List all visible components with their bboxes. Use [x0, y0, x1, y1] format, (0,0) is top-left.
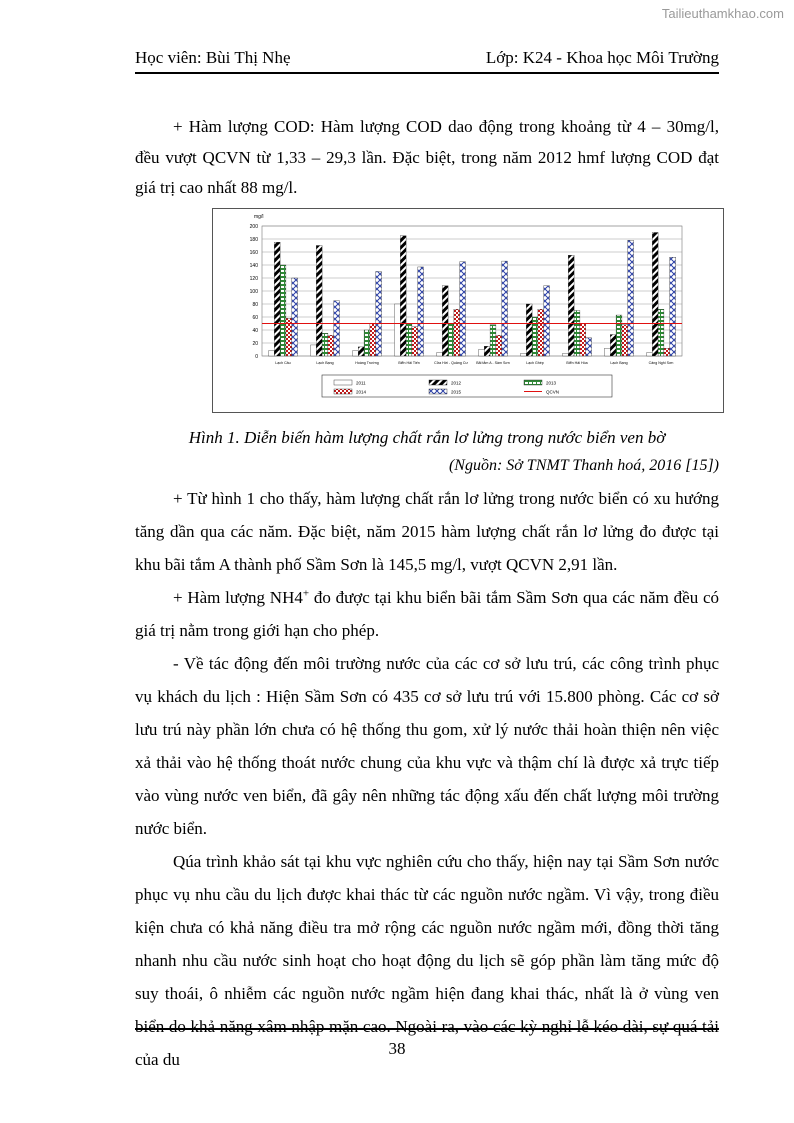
bar-2013 [364, 330, 370, 356]
paragraph-trend: + Từ hình 1 cho thấy, hàm lượng chất rắn lơ lửng trong nước biển có xu hướng tăng dần qua các năm. Đặc biệt, năm 2015 hàm lượng chất rắn lơ lửng đo được tại khu bãi tắm A thành phố Sầm Sơn là 145,5 mg/l, vượt QCVN 2,91 lần. [135, 489, 719, 574]
bar-2011 [311, 345, 317, 356]
y-tick-label: 80 [252, 302, 258, 308]
y-tick-label: 20 [252, 341, 258, 347]
bar-2011 [353, 351, 359, 356]
bar-2011 [437, 353, 443, 356]
y-tick-label: 40 [252, 328, 258, 334]
legend-label: QCVN [546, 389, 560, 395]
header-class: Lớp: K24 - Khoa học Môi Trường [485, 48, 719, 67]
x-tick-label: Cảng Nghi Sơn [648, 361, 674, 365]
y-tick-label: 120 [249, 276, 258, 282]
y-tick-label: 180 [249, 237, 258, 243]
bar-2012 [358, 347, 364, 356]
page-number: 38 [388, 1039, 406, 1058]
bar-2011 [395, 304, 401, 356]
x-tick-label: Lạch Bạng [316, 361, 334, 365]
legend-swatch-2013 [524, 380, 542, 385]
bar-2014 [580, 324, 586, 357]
bar-2012 [568, 255, 574, 356]
y-tick-label: 0 [255, 354, 258, 360]
x-tick-label: Lạch Ghép [526, 361, 544, 365]
bar-2014 [454, 309, 460, 356]
x-tick-label: Biển Hải Hòa [566, 361, 588, 365]
bar-2012 [526, 304, 532, 356]
x-tick-label: Bãi tắm A - Sầm Sơn [476, 361, 510, 365]
bar-2012 [610, 335, 616, 356]
legend-swatch-2015 [429, 389, 447, 394]
figure-source: (Nguồn: Sở TNMT Thanh hoá, 2016 [15]) [448, 457, 719, 474]
bar-2013 [574, 311, 580, 357]
bar-2013 [532, 317, 538, 356]
bar-2014 [286, 318, 292, 356]
y-tick-label: 140 [249, 263, 258, 269]
bar-2012 [316, 246, 322, 357]
bar-2013 [406, 324, 412, 357]
y-tick-label: 160 [249, 250, 258, 256]
legend-label: 2013 [546, 380, 557, 386]
x-tick-label: Cửa Hới - Quảng Cư [434, 361, 468, 365]
bar-2015 [586, 338, 592, 356]
watermark: Tailieuthamkhao.com [661, 6, 784, 21]
bar-2015 [292, 278, 298, 356]
bar-2015 [418, 267, 424, 356]
x-tick-label: Lạch Câu [275, 361, 291, 365]
x-tick-label: Hoàng Trường [355, 361, 379, 365]
footer-rule [135, 1028, 719, 1030]
legend-swatch-2014 [334, 389, 352, 394]
bar-2012 [442, 286, 448, 356]
y-tick-label: 200 [249, 224, 258, 230]
bar-2012 [652, 233, 658, 357]
bar-2015 [460, 262, 466, 356]
y-tick-label: 60 [252, 315, 258, 321]
legend-label: 2014 [356, 389, 367, 395]
bar-2011 [479, 350, 485, 357]
bar-2011 [521, 353, 527, 356]
bar-2011 [647, 353, 653, 356]
bar-2012 [274, 242, 280, 356]
bar-2014 [328, 335, 334, 356]
bar-2013 [616, 315, 622, 356]
legend-swatch-2011 [334, 380, 352, 385]
legend-swatch-2012 [429, 380, 447, 385]
paragraph-nh4 [135, 581, 719, 647]
bar-2015 [628, 240, 634, 356]
bar-2015 [376, 272, 382, 357]
paragraph-accommodation: - Về tác động đến môi trường nước của các cơ sở lưu trú, các công trình phục vụ khách du lịch : Hiện Sầm Sơn có 435 cơ sở lưu trú với 15.800 phòng. Các cơ sở lưu trú này phần lớn chưa có hệ thống thu gom, xử lý nước thải hoàn thiện nên việc xả thải vào hệ thống thoát nước chung của khu vực và thậm chí là được xả trực tiếp vào vùng nước ven biển, đã gây nên những tác động xấu đến chất lượng môi trường nước biển. [135, 654, 719, 838]
bar-2013 [490, 325, 496, 356]
y-axis-label: mg/l [254, 214, 264, 220]
bar-2014 [622, 325, 628, 356]
bar-2014 [370, 324, 376, 357]
legend [322, 375, 612, 397]
bar-2015 [334, 301, 340, 356]
x-tick-label: Lạch Bạng [610, 361, 628, 365]
nh4-sup: + [302, 587, 310, 600]
legend-label: 2012 [451, 380, 462, 386]
intro-text [135, 112, 719, 204]
bar-2013 [658, 309, 664, 356]
figure-caption: Hình 1. Diễn biến hàm lượng chất rắn lơ lửng trong nước biển ven bờ [188, 428, 666, 447]
x-tick-label: Biển Hải Tiến [398, 361, 420, 365]
paragraph-groundwater: Qúa trình khảo sát tại khu vực nghiên cứu cho thấy, hiện nay tại Sầm Sơn nước phục vụ nhu cầu du lịch được khai thác từ các nguồn nước ngầm. Vì vậy, trong điều kiện chưa có khả năng điều tra mở rộng các nguồn nước ngầm mới, đồng thời tăng nhanh nhu cầu nước sinh hoạt cho hoạt động du lịch sẽ góp phần làm tăng mức độ suy thoái, ô nhiễm các nguồn nước ngầm hiện đang khai thác, nhất là ở vùng ven biển do khả năng xâm nhập mặn cao. Ngoài ra, vào các kỳ nghỉ lễ kéo dài, sự quá tải của du [135, 852, 719, 1069]
bar-2013 [280, 265, 286, 356]
bar-2015 [544, 286, 550, 356]
bar-2011 [269, 351, 275, 356]
body-text [135, 482, 719, 1076]
bar-2015 [670, 257, 676, 356]
legend-label: 2011 [356, 380, 366, 386]
bar-2014 [538, 309, 544, 356]
bar-2014 [664, 348, 670, 356]
bar-2014 [496, 335, 502, 356]
bar-2015 [502, 261, 508, 356]
nh4-post: đo được tại khu biển bãi tắm Sầm Sơn qua các năm đều có giá trị nằm trong giới hạn cho phép. [135, 588, 719, 640]
suspended-solids-chart [212, 208, 724, 413]
bar-2014 [412, 327, 418, 356]
legend-label: 2015 [451, 389, 462, 395]
bar-2012 [400, 236, 406, 356]
bar-2012 [484, 346, 490, 356]
plot-area [250, 224, 682, 365]
bar-2013 [322, 333, 328, 356]
header-student: Học viên: Bùi Thị Nhẹ [135, 48, 291, 67]
bar-2011 [605, 348, 611, 356]
bar-2013 [448, 324, 454, 357]
bar-2011 [563, 353, 569, 356]
page-header [135, 48, 719, 74]
cod-paragraph: + Hàm lượng COD: Hàm lượng COD dao động trong khoảng từ 4 – 30mg/l, đều vượt QCVN từ 1,33 – 29,3 lần. Đặc biệt, trong năm 2012 hmf lượng COD đạt giá trị cao nhất 88 mg/l. [135, 117, 719, 197]
y-tick-label: 100 [249, 289, 258, 295]
nh4-pre: + Hàm lượng NH4 [173, 588, 303, 607]
